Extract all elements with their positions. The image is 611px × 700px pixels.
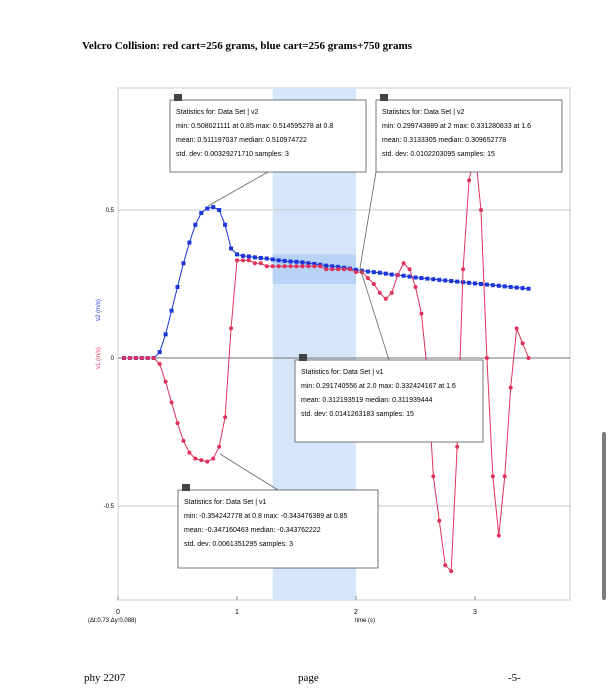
data-point-v1 [158,362,162,366]
data-point-v2 [515,286,519,290]
data-point-v1 [384,297,388,301]
data-point-v1 [265,264,269,268]
data-point-v2 [241,254,245,258]
data-point-v1 [396,273,400,277]
data-point-v2 [271,257,275,261]
data-point-v2 [431,277,435,281]
data-point-v1 [354,270,358,274]
data-point-v1 [247,258,251,262]
data-point-v1 [211,457,215,461]
y-tick-label: -0.5 [103,504,114,510]
data-point-v2 [437,278,441,282]
data-point-v1 [312,264,316,268]
footer-page-label: page [298,672,319,684]
y-axis-label-v2: v2 (m/s) [96,299,102,321]
data-point-v2 [211,205,215,209]
data-point-v2 [473,281,477,285]
data-point-v2 [199,211,203,215]
data-point-v2 [187,241,191,245]
data-point-v2 [176,285,180,289]
stat-box-handle-icon [182,484,190,491]
data-point-v2 [253,255,257,259]
data-point-v1 [509,386,513,390]
stat-box-line: Statistics for: Data Set | v2 [176,109,259,116]
data-point-v2 [259,256,263,260]
data-point-v2 [521,286,525,290]
data-point-v1 [503,474,507,478]
data-point-v2 [479,282,483,286]
data-point-v1 [223,415,227,419]
data-point-v2 [295,260,299,264]
y-tick-label: 0.5 [105,208,114,214]
x-tick-label: 2 [354,609,358,616]
stat-box-line: min: 0.291740556 at 2.0 max: 0.332424167 at 1.6 [301,383,456,390]
data-point-v1 [241,258,245,262]
data-point-v1 [443,563,447,567]
data-point-v1 [193,457,197,461]
data-point-v2 [289,260,293,264]
data-point-v1 [229,326,233,330]
data-point-v2 [390,273,394,277]
data-point-v2 [247,254,251,258]
data-point-v2 [193,223,197,227]
footer-course: phy 2207 [84,672,126,684]
x-tick-label: 0 [116,609,120,616]
data-point-v2 [527,287,531,291]
data-point-v2 [497,284,501,288]
data-point-v2 [181,261,185,265]
data-point-v1 [253,261,257,265]
data-point-v1 [217,445,221,449]
data-point-v2 [449,279,453,283]
data-point-v1 [515,326,519,330]
stat-box-line: min: 0.508021111 at 0.85 max: 0.514595278 at 0.8 [176,123,334,130]
data-point-v2 [277,258,281,262]
data-point-v2 [414,275,418,279]
data-point-v2 [283,259,287,263]
data-point-v2 [164,332,168,336]
data-point-v1 [479,208,483,212]
data-point-v2 [402,274,406,278]
data-point-v1 [366,276,370,280]
data-point-v1 [122,356,126,360]
data-point-v2 [384,272,388,276]
data-point-v1 [300,264,304,268]
stat-box-line: min: 0.299743889 at 2 max: 0.331280833 at 1.6 [382,123,532,130]
footer-page-number: -5- [508,672,521,684]
stat-box-line: std. dev: 0.0061351295 samples: 3 [184,541,293,548]
data-point-v2 [503,284,507,288]
data-point-v2 [205,207,209,211]
stat-box-line: mean: 0.3133305 median: 0.309652778 [382,137,507,144]
data-point-v1 [164,380,168,384]
data-point-v1 [372,282,376,286]
data-point-v1 [146,356,150,360]
data-point-v1 [330,267,334,271]
data-point-v1 [491,474,495,478]
data-point-v1 [152,356,156,360]
data-point-v1 [128,356,132,360]
data-point-v2 [366,270,370,274]
data-point-v1 [431,474,435,478]
data-point-v1 [289,264,293,268]
data-point-v1 [402,261,406,265]
data-point-v2 [372,270,376,274]
stat-box-line: Statistics for: Data Set | v2 [382,109,465,116]
data-point-v2 [443,278,447,282]
data-point-v2 [419,276,423,280]
stat-box-line: min: -0.354242778 at 0.8 max: -0.343476389 at 0.85 [184,513,348,520]
data-point-v2 [170,309,174,313]
data-point-v1 [342,267,346,271]
data-point-v2 [425,277,429,281]
data-point-v1 [467,178,471,182]
data-point-v1 [181,439,185,443]
data-point-v1 [419,312,423,316]
data-point-v1 [497,534,501,538]
data-point-v1 [205,460,209,464]
x-tick-label: 3 [473,609,477,616]
data-point-v1 [527,356,531,360]
data-point-v2 [223,223,227,227]
data-point-v1 [283,264,287,268]
data-point-v2 [265,257,269,261]
data-point-v1 [408,267,412,271]
data-point-v2 [229,246,233,250]
data-point-v1 [485,356,489,360]
data-point-v1 [235,258,239,262]
y-axis-label-v1: v1 (m/s) [96,347,102,369]
data-point-v1 [461,267,465,271]
data-point-v1 [390,291,394,295]
data-point-v2 [485,283,489,287]
data-point-v2 [300,260,304,264]
stat-box-line: mean: 0.511197037 median: 0.510974722 [176,137,307,144]
data-point-v2 [408,275,412,279]
stat-box-line: std. dev: 0.0102203095 samples: 15 [382,151,495,158]
data-point-v2 [491,283,495,287]
data-point-v2 [158,350,162,354]
data-point-v1 [259,261,263,265]
readout-label: (Δt:0.73 Δy:0.088) [88,618,137,624]
data-point-v1 [134,356,138,360]
data-point-v2 [378,271,382,275]
data-point-v2 [467,281,471,285]
stat-box-line: Statistics for: Data Set | v1 [301,369,384,376]
data-point-v2 [217,208,221,212]
data-point-v2 [324,264,328,268]
x-tick-label: 1 [235,609,239,616]
scrollbar[interactable] [602,432,606,600]
stat-box-line: Statistics for: Data Set | v1 [184,499,267,506]
stat-box-line: std. dev: 0.00329271710 samples: 3 [176,151,289,158]
data-point-v1 [140,356,144,360]
data-point-v1 [455,445,459,449]
data-point-v2 [235,252,239,256]
stat-box-line: mean: 0.312193519 median: 0.311939444 [301,397,433,404]
x-axis-label: time (s) [355,618,375,624]
data-point-v1 [318,264,322,268]
data-point-v1 [170,400,174,404]
data-point-v1 [348,267,352,271]
data-point-v1 [336,267,340,271]
data-point-v2 [509,285,513,289]
data-point-v1 [176,421,180,425]
data-point-v1 [199,458,203,462]
stat-box-handle-icon [380,94,388,101]
stat-box-handle-icon [299,354,307,361]
data-point-v1 [437,519,441,523]
data-point-v1 [187,451,191,455]
data-point-v1 [324,267,328,271]
stat-box-line: mean: -0.347160463 median: -0.343762222 [184,527,321,534]
data-point-v1 [521,341,525,345]
data-point-v1 [271,264,275,268]
data-point-v1 [414,285,418,289]
data-point-v2 [455,280,459,284]
stat-box-line: std. dev: 0.0141263183 samples: 15 [301,411,414,418]
chart-title: Velcro Collision: red cart=256 grams, blue cart=256 grams+750 grams [82,40,412,52]
data-point-v1 [449,569,453,573]
y-tick-label: 0 [110,356,114,362]
data-point-v1 [295,264,299,268]
data-point-v1 [306,264,310,268]
data-point-v1 [277,264,281,268]
data-point-v1 [378,291,382,295]
stat-box-handle-icon [174,94,182,101]
